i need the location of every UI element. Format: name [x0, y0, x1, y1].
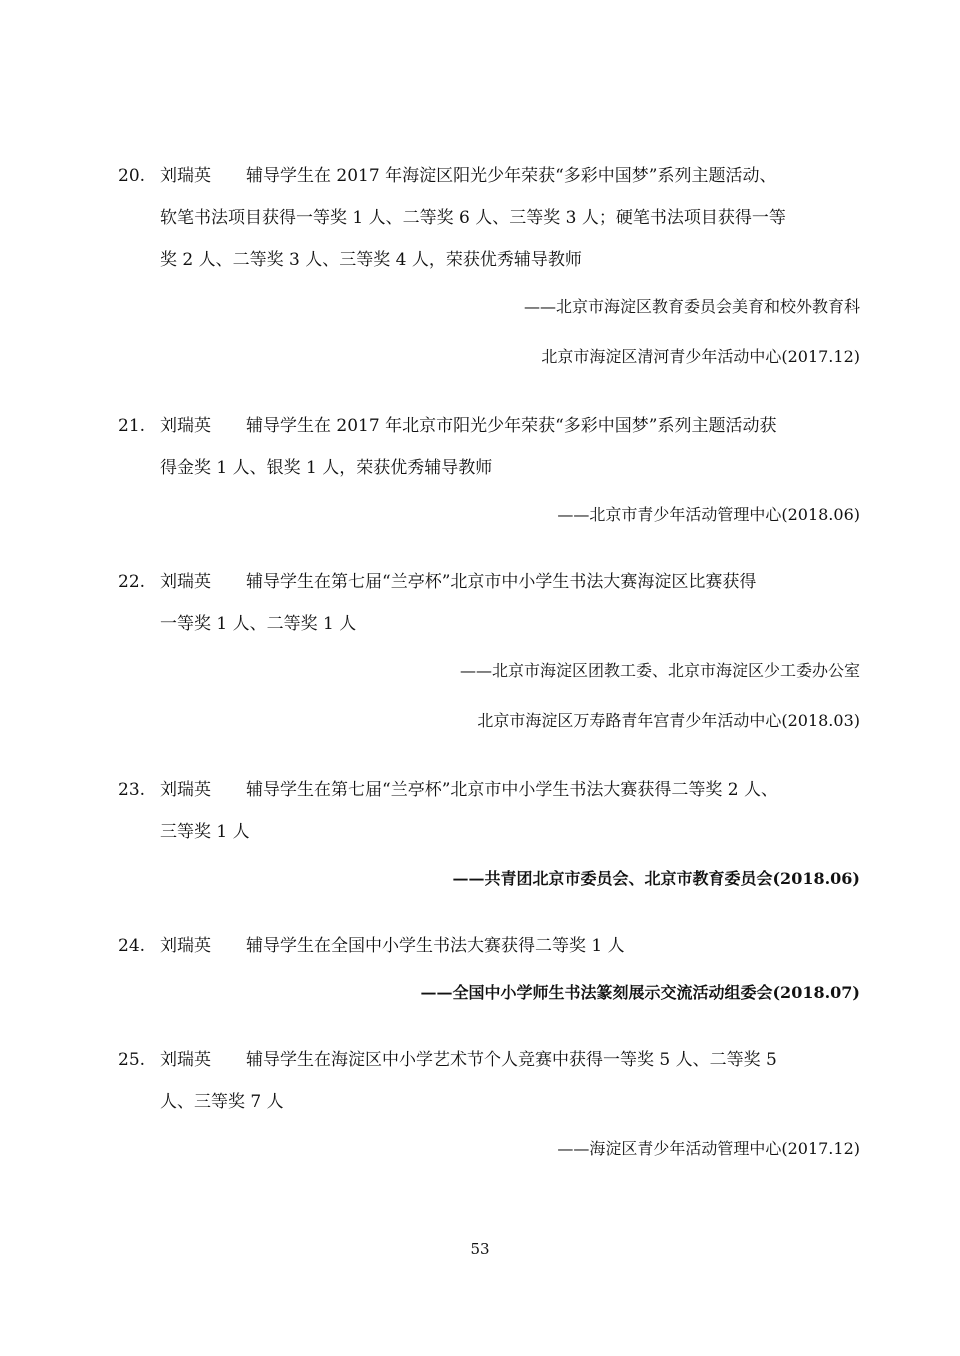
page-number: 53	[470, 1240, 490, 1258]
award-entry-25	[118, 1046, 860, 1166]
entry-number: 22.	[118, 572, 146, 592]
award-entry-20	[118, 162, 860, 372]
entry-number: 25.	[118, 1050, 146, 1070]
award-source: ——北京市海淀区团教工委、北京市海淀区少工委办公室	[459, 661, 860, 680]
award-entry-23	[118, 776, 860, 896]
award-source: ——全国中小学师生书法篆刻展示交流活动组委会(2018.07)	[420, 983, 860, 1002]
entry-text-line: 人、三等奖 7 人	[160, 1092, 284, 1112]
entry-number: 20.	[118, 166, 146, 186]
award-source: 北京市海淀区万寿路青年宫青少年活动中心(2018.03)	[477, 711, 860, 730]
entry-number: 21.	[118, 416, 146, 436]
entry-number: 24.	[118, 936, 146, 956]
entry-text-line: 辅导学生在全国中小学生书法大赛获得二等奖 1 人	[246, 936, 625, 956]
entry-text-line: 得金奖 1 人、银奖 1 人，荣获优秀辅导教师	[160, 458, 493, 478]
entry-text-line: 三等奖 1 人	[160, 822, 250, 842]
teacher-name: 刘瑞英	[160, 936, 211, 956]
award-entry-22	[118, 568, 860, 738]
award-source: 北京市海淀区清河青少年活动中心(2017.12)	[541, 347, 860, 366]
entry-text-line: 软笔书法项目获得一等奖 1 人、二等奖 6 人、三等奖 3 人；硬笔书法项目获得一等	[160, 208, 786, 228]
entry-text-line: 辅导学生在第七届“兰亭杯”北京市中小学生书法大赛获得二等奖 2 人、	[246, 780, 779, 800]
award-entry-21	[118, 412, 860, 532]
entry-number: 23.	[118, 780, 146, 800]
award-entry-24	[118, 932, 860, 1008]
award-source: ——共青团北京市委员会、北京市教育委员会(2018.06)	[452, 869, 860, 888]
teacher-name: 刘瑞英	[160, 572, 211, 592]
teacher-name: 刘瑞英	[160, 166, 211, 186]
entry-text-line: 辅导学生在 2017 年北京市阳光少年荣获“多彩中国梦”系列主题活动获	[246, 416, 777, 436]
entry-text-line: 辅导学生在第七届“兰亭杯”北京市中小学生书法大赛海淀区比赛获得	[246, 572, 757, 592]
award-source: ——北京市青少年活动管理中心(2018.06)	[557, 505, 860, 524]
teacher-name: 刘瑞英	[160, 1050, 211, 1070]
entry-text-line: 奖 2 人、二等奖 3 人、三等奖 4 人，荣获优秀辅导教师	[160, 250, 582, 270]
entry-text-line: 辅导学生在 2017 年海淀区阳光少年荣获“多彩中国梦”系列主题活动、	[246, 166, 777, 186]
entry-text-line: 一等奖 1 人、二等奖 1 人	[160, 614, 357, 634]
entry-text-line: 辅导学生在海淀区中小学艺术节个人竞赛中获得一等奖 5 人、二等奖 5	[246, 1050, 777, 1070]
teacher-name: 刘瑞英	[160, 780, 211, 800]
teacher-name: 刘瑞英	[160, 416, 211, 436]
award-source: ——北京市海淀区教育委员会美育和校外教育科	[523, 297, 860, 316]
award-source: ——海淀区青少年活动管理中心(2017.12)	[557, 1139, 860, 1158]
